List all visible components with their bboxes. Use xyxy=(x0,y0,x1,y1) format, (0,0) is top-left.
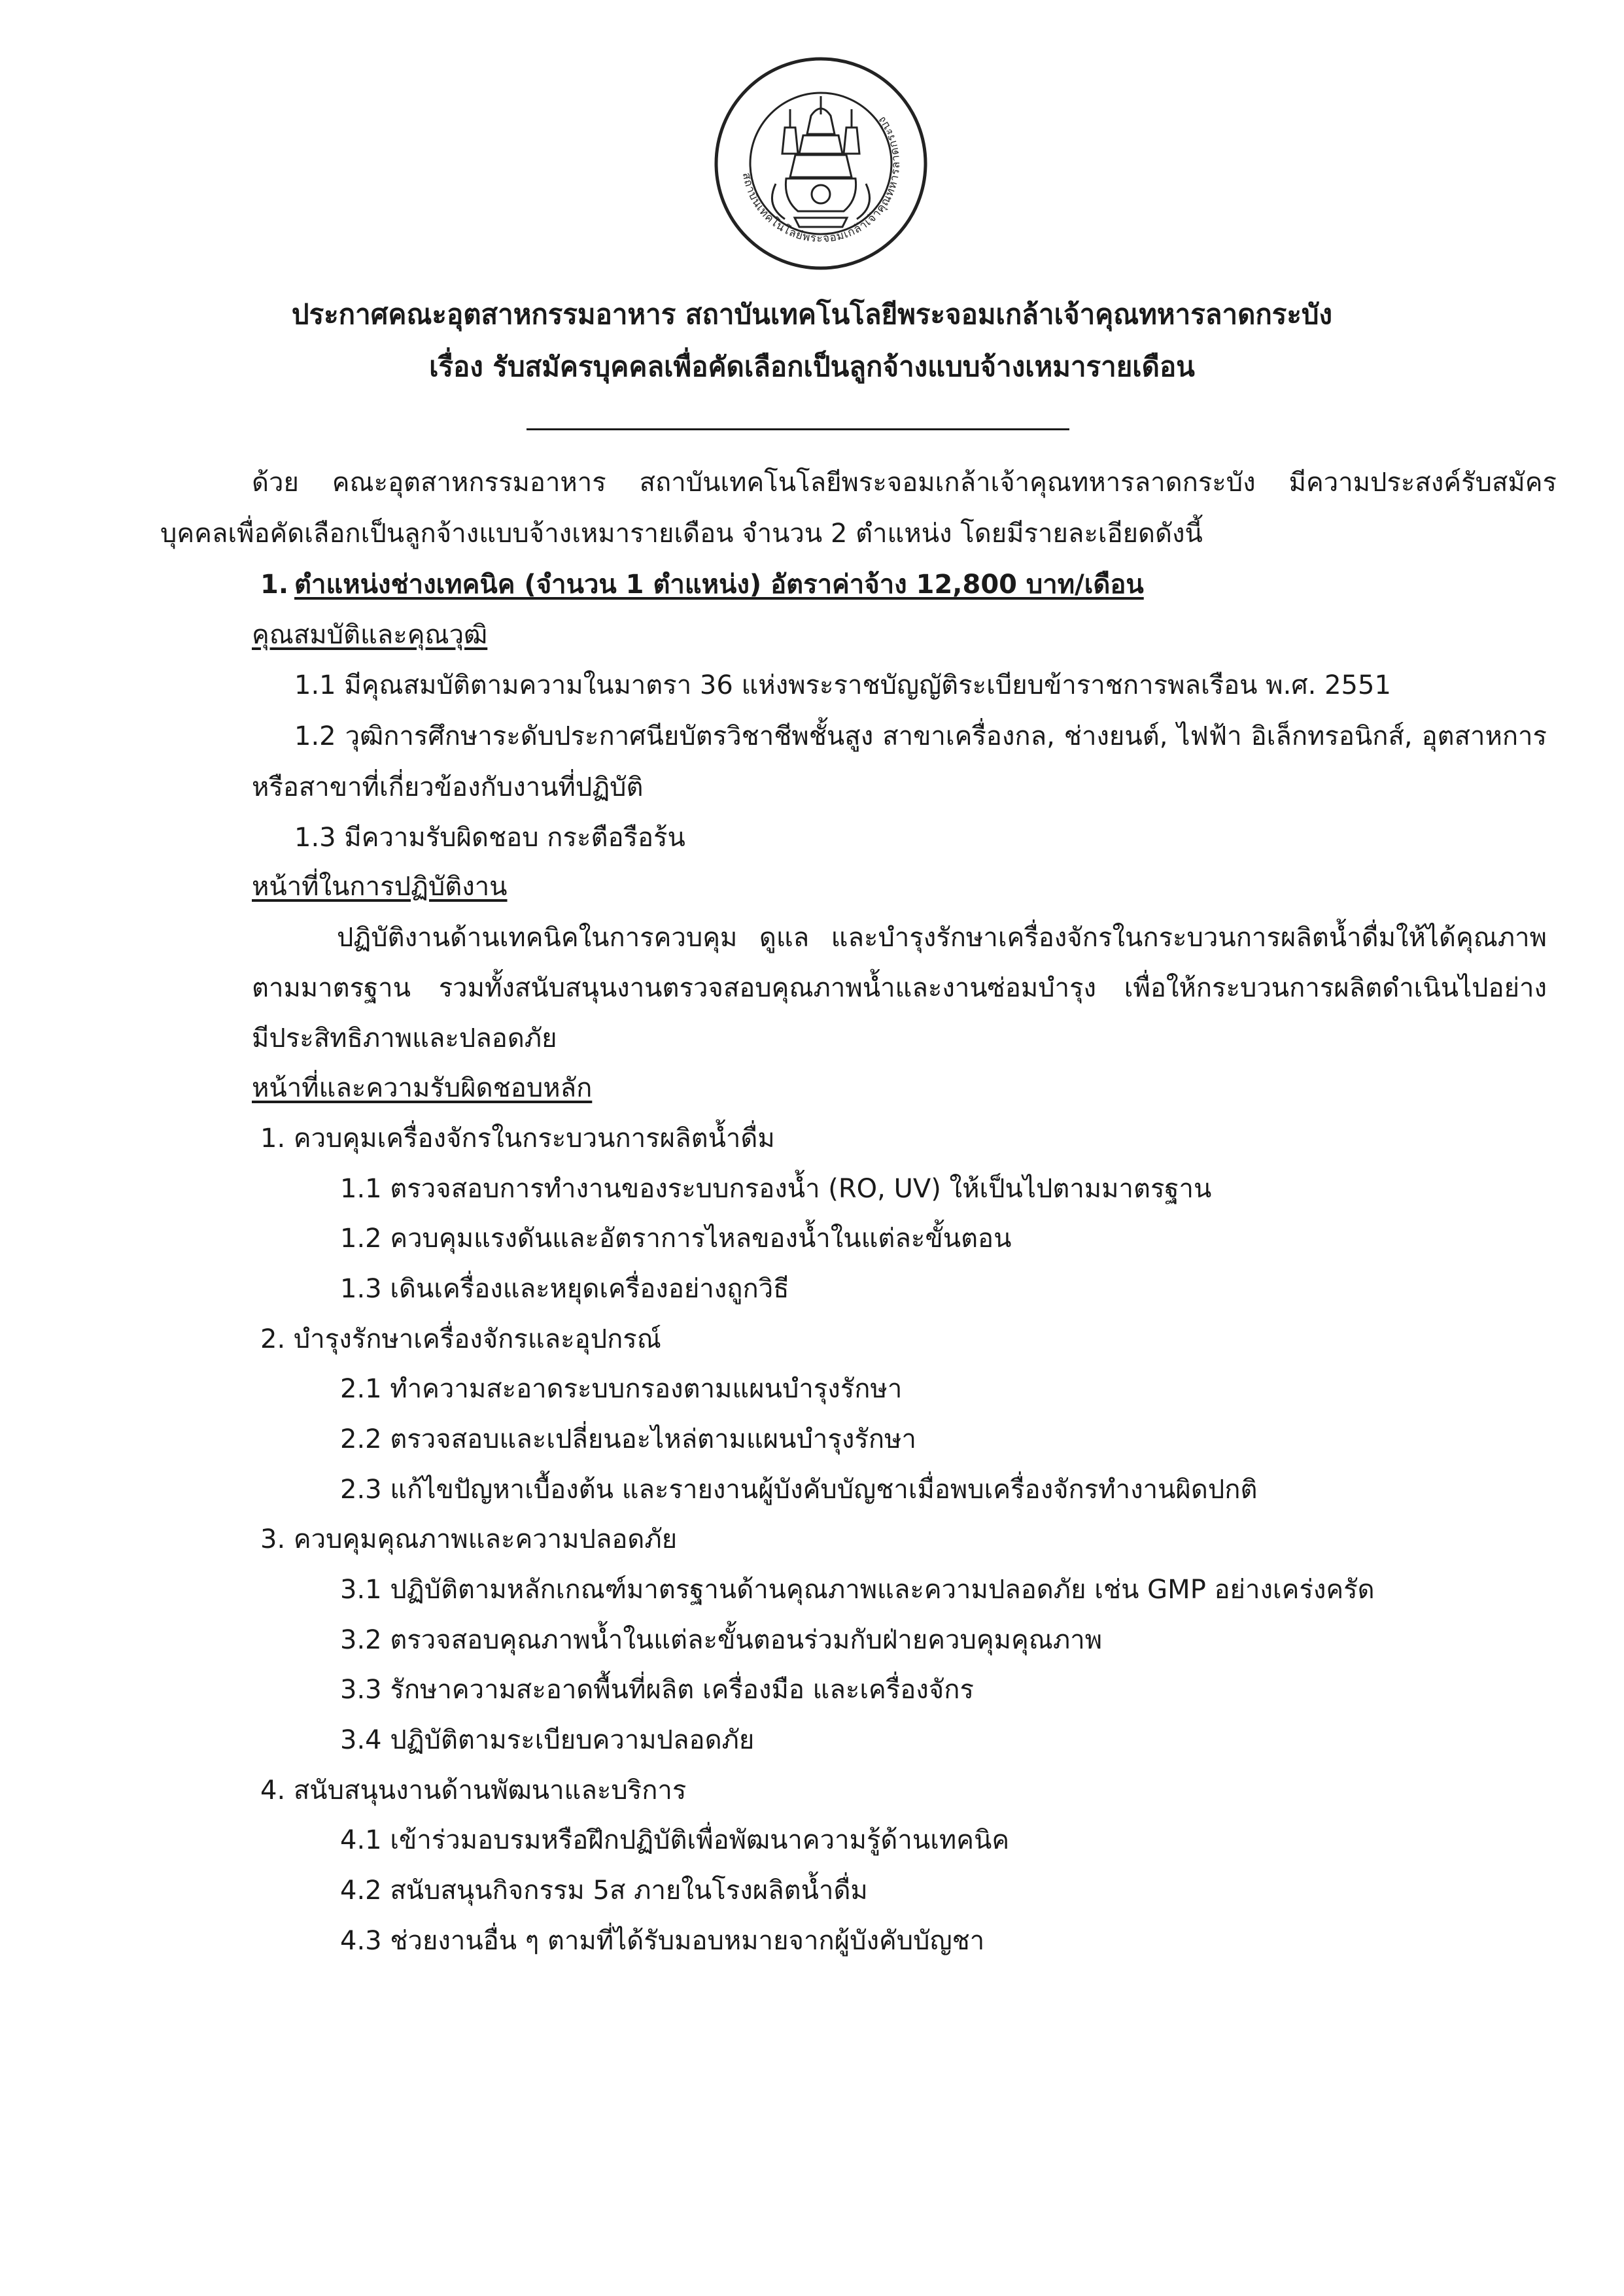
responsibility-item-3-1: 3.1 ปฏิบัติตามหลักเกณฑ์มาตรฐานด้านคุณภาพและความปลอดภัย เช่น GMP อย่างเคร่งครัด xyxy=(340,1575,1375,1605)
institute-seal-logo xyxy=(713,56,929,271)
responsibilities-heading: หน้าที่และความรับผิดชอบหลัก xyxy=(252,1073,593,1103)
responsibility-item-4-1: 4.1 เข้าร่วมอบรมหรือฝึกปฏิบัติเพื่อพัฒนาความรู้ด้านเทคนิค xyxy=(340,1825,1010,1855)
qualification-1-2-line1: 1.2 วุฒิการศึกษาระดับประกาศนียบัตรวิชาชีพชั้นสูง สาขาเครื่องกล, ช่างยนต์, ไฟฟ้า อิเล็กทรอนิกส์, อุตสาหการ xyxy=(294,721,1547,751)
responsibility-item-3-2: 3.2 ตรวจสอบคุณภาพน้ำในแต่ละขั้นตอนร่วมกับฝ่ายควบคุมคุณภาพ xyxy=(340,1625,1103,1655)
duty-line-1: ปฏิบัติงานด้านเทคนิคในการควบคุม ดูแล และบำรุงรักษาเครื่องจักรในกระบวนการผลิตน้ำดื่มให้ได้คุณภาพ xyxy=(337,923,1547,953)
position-number: 1. xyxy=(260,570,289,600)
responsibility-group-1-title: 1. ควบคุมเครื่องจักรในกระบวนการผลิตน้ำดื่ม xyxy=(260,1123,775,1154)
responsibility-item-2-1: 2.1 ทำความสะอาดระบบกรองตามแผนบำรุงรักษา xyxy=(340,1374,903,1404)
responsibility-item-2-2: 2.2 ตรวจสอบและเปลี่ยนอะไหล่ตามแผนบำรุงรักษา xyxy=(340,1424,916,1454)
responsibility-item-1-3: 1.3 เดินเครื่องและหยุดเครื่องอย่างถูกวิธี xyxy=(340,1274,789,1304)
duty-line-2: ตามมาตรฐาน รวมทั้งสนับสนุนงานตรวจสอบคุณภาพน้ำและงานซ่อมบำรุง เพื่อให้กระบวนการผลิตดำเนินไปอย่าง xyxy=(252,973,1547,1003)
responsibility-item-1-2: 1.2 ควบคุมแรงดันและอัตราการไหลของน้ำในแต่ละขั้นตอน xyxy=(340,1224,1012,1254)
qualification-1-2-line2: หรือสาขาที่เกี่ยวข้องกับงานที่ปฏิบัติ xyxy=(252,772,644,802)
qualification-1-3: 1.3 มีความรับผิดชอบ กระตือรือร้น xyxy=(294,823,685,853)
qualification-1-1: 1.1 มีคุณสมบัติตามความในมาตรา 36 แห่งพระราชบัญญัติระเบียบข้าราชการพลเรือน พ.ศ. 2551 xyxy=(294,670,1391,700)
intro-line-1: ด้วย คณะอุตสาหกรรมอาหาร สถาบันเทคโนโลยีพระจอมเกล้าเจ้าคุณทหารลาดกระบัง มีความประสงค์รับสมัคร xyxy=(252,468,1557,498)
responsibility-item-3-4: 3.4 ปฏิบัติตามระเบียบความปลอดภัย xyxy=(340,1725,755,1755)
responsibility-item-4-2: 4.2 สนับสนุนกิจกรรม 5ส ภายในโรงผลิตน้ำดื่ม xyxy=(340,1876,868,1906)
responsibility-group-2-title: 2. บำรุงรักษาเครื่องจักรและอุปกรณ์ xyxy=(260,1324,661,1354)
duty-heading: หน้าที่ในการปฏิบัติงาน xyxy=(252,872,508,902)
seal-caption: สถาบันเทคโนโลยีพระจอมเกล้าเจ้าคุณทหารลาดกระบัง xyxy=(739,113,903,246)
announcement-title-line1: ประกาศคณะอุตสาหกรรมอาหาร สถาบันเทคโนโลยีพระจอมเกล้าเจ้าคุณทหารลาดกระบัง xyxy=(291,298,1333,330)
responsibility-item-3-3: 3.3 รักษาความสะอาดพื้นที่ผลิต เครื่องมือ และเครื่องจักร xyxy=(340,1675,974,1705)
duty-line-3: มีประสิทธิภาพและปลอดภัย xyxy=(252,1023,557,1054)
intro-line-2: บุคคลเพื่อคัดเลือกเป็นลูกจ้างแบบจ้างเหมารายเดือน จำนวน 2 ตำแหน่ง โดยมีรายละเอียดดังนี้ xyxy=(160,519,1203,549)
responsibility-item-4-3: 4.3 ช่วยงานอื่น ๆ ตามที่ได้รับมอบหมายจากผู้บังคับบัญชา xyxy=(340,1926,985,1956)
announcement-title-line2: เรื่อง รับสมัครบุคคลเพื่อคัดเลือกเป็นลูกจ้างแบบจ้างเหมารายเดือน xyxy=(429,351,1195,383)
title-divider xyxy=(527,428,1069,430)
responsibility-item-1-1: 1.1 ตรวจสอบการทำงานของระบบกรองน้ำ (RO, UV) ให้เป็นไปตามมาตรฐาน xyxy=(340,1174,1212,1204)
position-title: ตำแหน่งช่างเทคนิค (จำนวน 1 ตำแหน่ง) อัตราค่าจ้าง 12,800 บาท/เดือน xyxy=(294,570,1144,600)
qualifications-heading: คุณสมบัติและคุณวุฒิ xyxy=(252,620,488,650)
responsibility-group-4-title: 4. สนับสนุนงานด้านพัฒนาและบริการ xyxy=(260,1775,687,1806)
responsibility-item-2-3: 2.3 แก้ไขปัญหาเบื้องต้น และรายงานผู้บังคับบัญชาเมื่อพบเครื่องจักรทำงานผิดปกติ xyxy=(340,1475,1258,1505)
responsibility-group-3-title: 3. ควบคุมคุณภาพและความปลอดภัย xyxy=(260,1524,678,1554)
